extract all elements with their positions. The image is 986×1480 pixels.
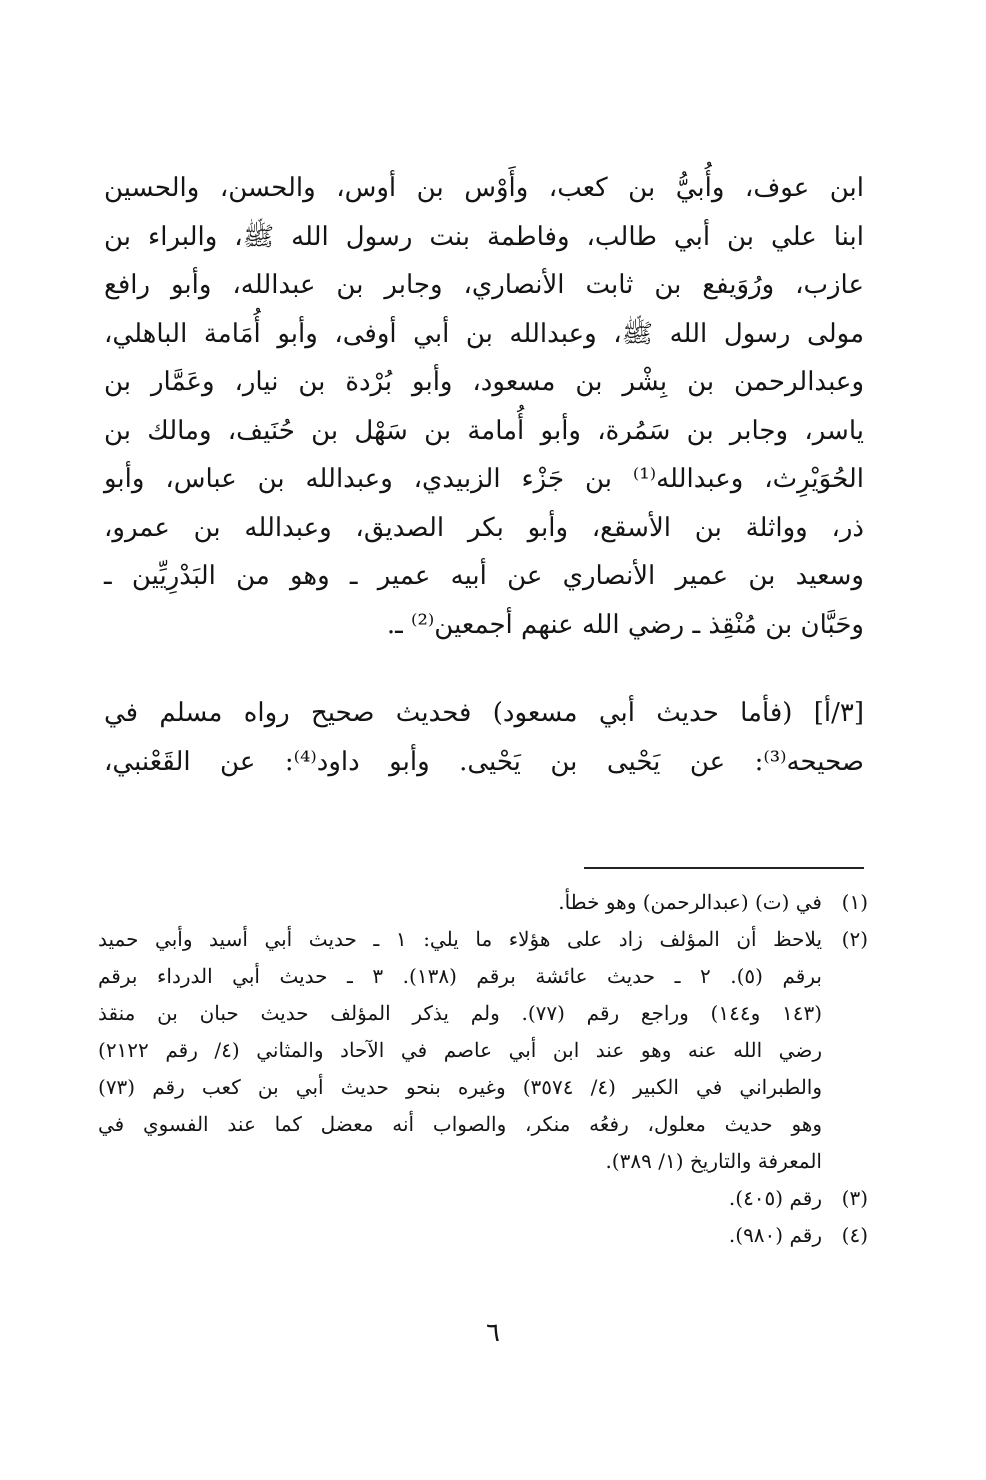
footnote-number: (٢) xyxy=(841,927,868,951)
footnote-line: يلاحظ أن المؤلف زاد على هؤلاء ما يلي: ١ ـ حديث أبي أسيد وأبي حميد xyxy=(98,927,823,951)
text-line: صحيحه⁽³⁾: عن يَحْيى بن يَحْيى. وأبو داود⁽⁴⁾: عن القَعْنبي، xyxy=(104,746,864,777)
footnotes xyxy=(98,884,868,1254)
text-line: الحُوَيْرِث، وعبدالله⁽¹⁾ بن جَزْء الزبيدي، وعبدالله بن عباس، وأبو xyxy=(104,464,865,494)
footnote-line: برقم (٥). ٢ ـ حديث عائشة برقم (١٣٨). ٣ ـ حديث أبي الدرداء برقم xyxy=(98,964,822,988)
footnote-line: رقم (٤٠٥). xyxy=(728,1186,822,1210)
footnote-line: رضي الله عنه وهو عند ابن أبي عاصم في الآحاد والمثاني (٤/ رقم ٢١٢٢) xyxy=(98,1038,822,1062)
page-number: ٦ xyxy=(486,1318,500,1348)
footnote xyxy=(98,1217,868,1254)
footnote-number: (٤) xyxy=(841,1223,868,1247)
text-line: ابنا علي بن أبي طالب، وفاطمة بنت رسول الله ﷺ، والبراء بن xyxy=(104,221,864,252)
footnote xyxy=(98,884,868,921)
text-line: عازب، ورُوَيفع بن ثابت الأنصاري، وجابر بن عبدالله، وأبو رافع xyxy=(104,270,864,300)
text-line: ياسر، وجابر بن سَمُرة، وأبو أُمامة بن سَهْل بن حُنَيف، ومالك بن xyxy=(104,415,864,446)
footnote-line: رقم (٩٨٠). xyxy=(728,1223,822,1247)
text-line: وسعيد بن عمير الأنصاري عن أبيه عمير ـ وهو من البَدْرِيِّين ـ xyxy=(104,561,864,591)
footnote-line: والطبراني في الكبير (٤/ ٣٥٧٤) وغيره بنحو حديث أبي بن كعب رقم (٧٣) xyxy=(98,1075,822,1099)
main-text xyxy=(104,164,864,786)
footnote-separator xyxy=(584,867,864,869)
footnote-number: (١) xyxy=(841,890,868,914)
footnote-line: (١٤٣ و١٤٤) وراجع رقم (٧٧). ولم يذكر المؤلف حديث حبان بن منقذ xyxy=(98,1001,822,1025)
footnote-line: وهو حديث معلول، رفعُه منكر، والصواب أنه معضل كما عند الفسوي في xyxy=(98,1112,822,1136)
footnote xyxy=(98,921,868,1180)
paragraph-spacer xyxy=(104,649,864,689)
footnote-line: المعرفة والتاريخ (١/ ٣٨٩). xyxy=(605,1149,822,1173)
footnote xyxy=(98,1180,868,1217)
text-line: وعبدالرحمن بن بِشْر بن مسعود، وأبو بُرْدة بن نيار، وعَمَّار بن xyxy=(104,367,864,397)
text-line: [٣/أ] (فأما حديث أبي مسعود) فحديث صحيح رواه مسلم في xyxy=(104,698,864,728)
text-line: وحَبَّان بن مُنْقِذ ـ رضي الله عنهم أجمعين⁽²⁾ ـ. xyxy=(386,609,864,640)
text-line: مولى رسول الله ﷺ، وعبدالله بن أبي أوفى، وأبو أُمَامة الباهلي، xyxy=(104,318,864,349)
paragraph-narrators-list xyxy=(104,164,864,649)
footnote-number: (٣) xyxy=(841,1186,868,1210)
paragraph-abu-masud-hadith xyxy=(104,689,864,786)
text-line: ابن عوف، وأُبيُّ بن كعب، وأَوْس بن أوس، والحسن، والحسين xyxy=(104,173,864,203)
text-line: ذر، وواثلة بن الأسقع، وأبو بكر الصديق، وعبدالله بن عمرو، xyxy=(104,512,864,543)
footnote-line: في (ت) (عبدالرحمن) وهو خطأ. xyxy=(558,890,822,914)
